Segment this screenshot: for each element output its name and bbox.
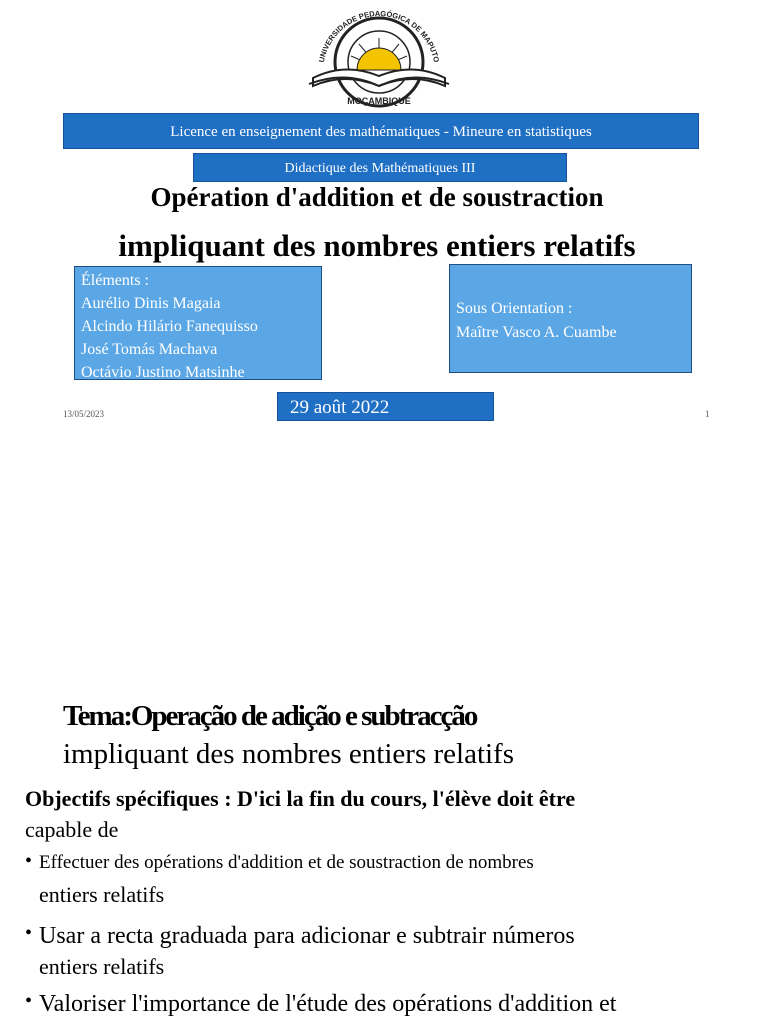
- university-logo: [305, 10, 453, 110]
- title-line-2: impliquant des nombres entiers relatifs: [118, 228, 636, 263]
- logo-bottom-text: MOÇAMBIQUE: [347, 96, 411, 106]
- bullet-line: Effectuer des opérations d'addition et de soustraction de nombres: [39, 852, 534, 873]
- presentation-date: 29 août 2022: [277, 392, 494, 421]
- member-name: Octávio Justino Matsinhe: [81, 364, 245, 381]
- page-number: 1: [705, 409, 710, 419]
- objectives-text: [25, 783, 725, 845]
- supervisor-heading: Sous Orientation :: [456, 300, 573, 317]
- list-item: [25, 922, 725, 982]
- supervisor-name: Maître Vasco A. Cuambe: [456, 324, 617, 341]
- bullet-marker: •: [25, 850, 33, 872]
- tema-title: Tema:Operação de adição e subtracção: [63, 700, 477, 732]
- bullet-line: entiers relatifs: [39, 954, 165, 979]
- list-item: [25, 990, 725, 1024]
- member-name: José Tomás Machava: [81, 341, 218, 358]
- objectives-heading: Objectifs spécifiques : D'ici la fin du cours, l'élève doit être: [25, 786, 576, 811]
- member-name: Aurélio Dinis Magaia: [81, 295, 221, 312]
- footer-date: 13/05/2023: [63, 409, 105, 419]
- members-heading: Éléments :: [81, 272, 149, 289]
- course-banner: Didactique des Mathématiques III: [193, 153, 567, 182]
- objectives-continuation: capable de: [25, 817, 119, 842]
- logo-arc-text: UNIVERSIDADE PEDAGÓGICA DE MAPUTO: [316, 10, 442, 64]
- title-line-1: Opération d'addition et de soustraction: [150, 182, 604, 212]
- licence-banner: Licence en enseignement des mathématiques - Mineure en statistiques: [63, 113, 699, 149]
- supervisor-box: [449, 264, 692, 373]
- bullet-line: Valoriser l'importance de l'étude des opérations d'addition et: [39, 991, 617, 1017]
- tema-subtitle: impliquant des nombres entiers relatifs: [63, 738, 515, 770]
- bullet-marker: •: [25, 990, 33, 1012]
- bullet-marker: •: [25, 922, 33, 944]
- list-item: [25, 850, 725, 910]
- bullet-line: Usar a recta graduada para adicionar e subtrair números: [39, 923, 575, 949]
- bullet-line: entiers relatifs: [39, 882, 165, 907]
- members-box: [74, 266, 322, 380]
- member-name: Alcindo Hilário Fanequisso: [81, 318, 258, 335]
